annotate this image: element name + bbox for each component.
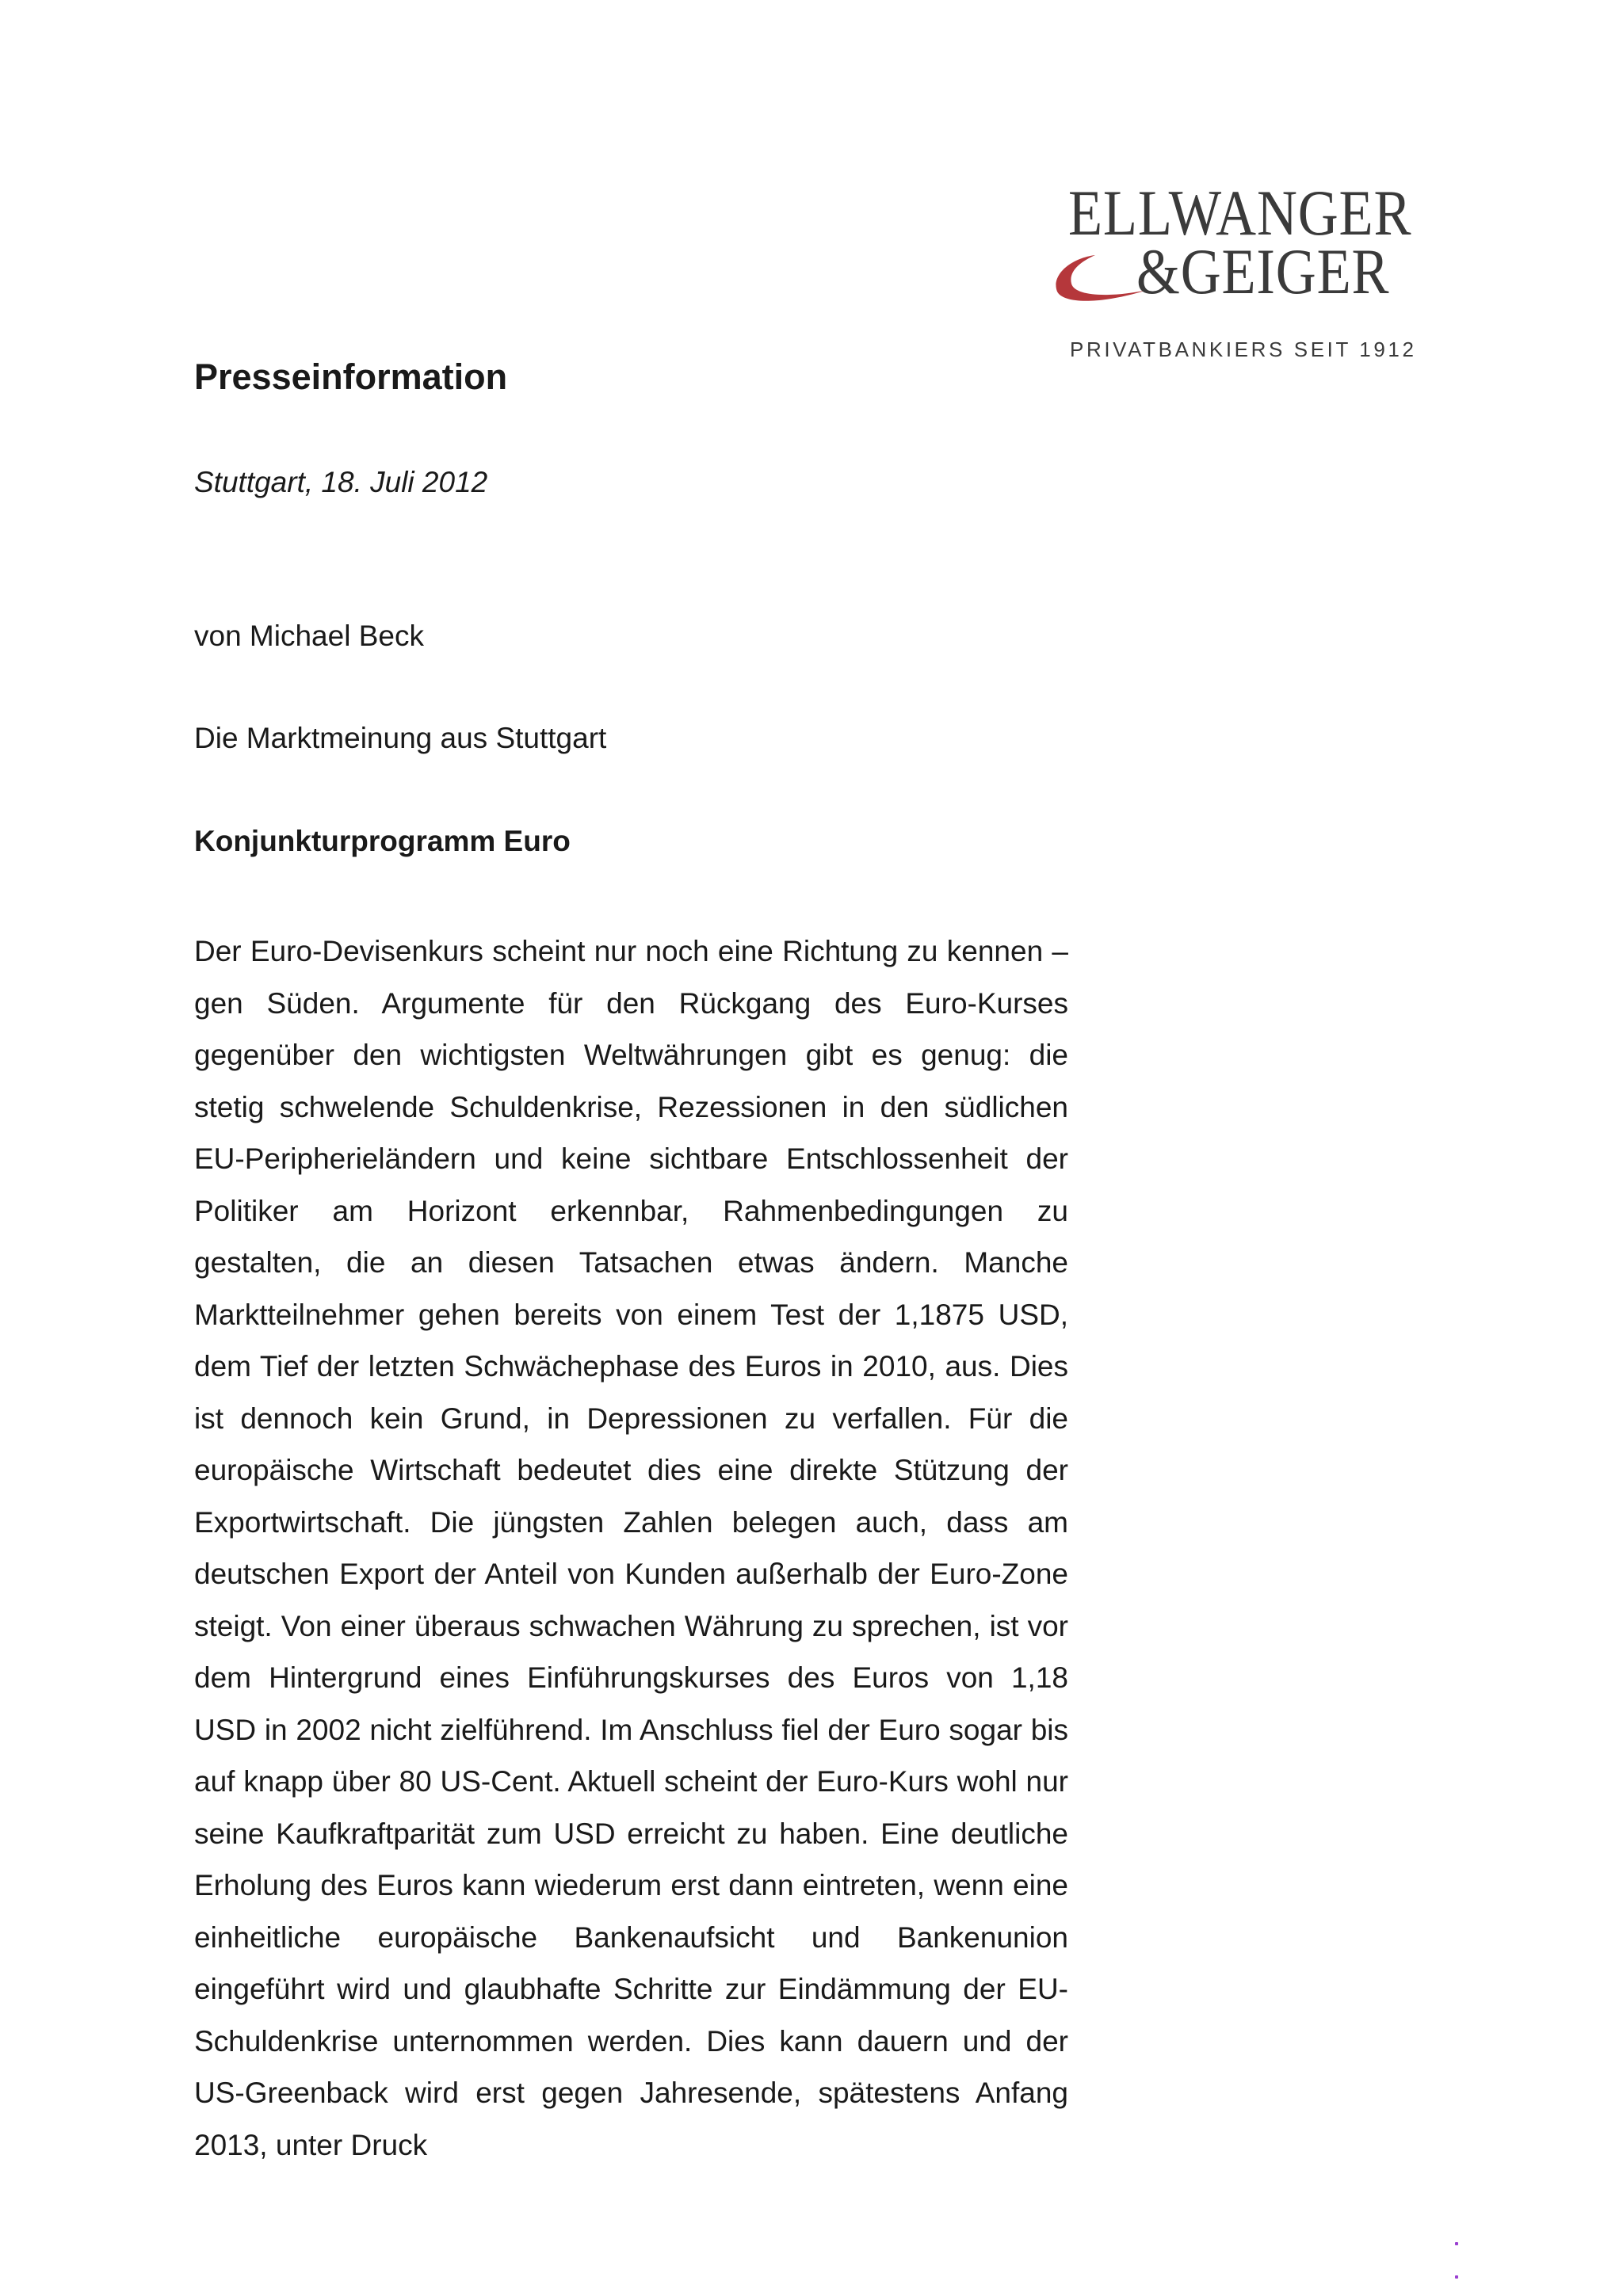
- logo-wordmark-line1: ELLWANGER: [1068, 177, 1412, 249]
- column-name: Die Marktmeinung aus Stuttgart: [194, 722, 607, 754]
- article-headline: Konjunkturprogramm Euro: [194, 825, 571, 857]
- margin-mark: [1455, 2242, 1458, 2245]
- document-title: Presseinformation: [194, 357, 508, 397]
- company-logo: [1038, 177, 1417, 364]
- logo-wordmark-line2: &GEIGER: [1136, 235, 1390, 307]
- logo-tagline: PRIVATBANKIERS SEIT 1912: [1070, 338, 1417, 361]
- margin-mark: [1455, 2275, 1458, 2279]
- article-body: Der Euro-Devisenkurs scheint nur noch eine Richtung zu kennen – gen Süden. Argumente für den Rückgang des Euro-Kurses gegenüber den wichtigsten Weltwährungen gibt es genug: die stetig schwelende Schuldenkrise, Rezessionen in den südlichen EU-Peripherieländern und keine sichtbare Entschlossenheit der Politiker am Horizont erkennbar, Rahmenbedingungen zu gestalten, die an diesen Tatsachen etwas ändern. Manche Marktteilnehmer gehen bereits von einem Test der 1,1875 USD, dem Tief der letzten Schwächephase des Euros in 2010, aus. Dies ist dennoch kein Grund, in Depressionen zu verfallen. Für die europäische Wirtschaft bedeutet dies eine direkte Stützung der Exportwirtschaft. Die jüngsten Zahlen belegen auch, dass am deutschen Export der Anteil von Kunden außerhalb der Euro-Zone steigt. Von einer überaus schwachen Währung zu sprechen, ist vor dem Hintergrund eines Einführungskurses des Euros von 1,18 USD in 2002 nicht zielführend. Im Anschluss fiel der Euro sogar bis auf knapp über 80 US-Cent. Aktuell scheint der Euro-Kurs wohl nur seine Kaufkraftparität zum USD erreicht zu haben. Eine deutliche Erholung des Euros kann wiederum erst dann eintreten, wenn eine einheitliche europäische Bankenaufsicht und Bankenunion eingeführt wird und glaubhafte Schritte zur Eindämmung der EU-Schuldenkrise unternommen werden. Dies kann dauern und der US-Greenback wird erst gegen Jahresende, spätestens Anfang 2013, unter Druck: [194, 935, 1068, 2161]
- margin-marks: [1455, 2234, 1460, 2282]
- dateline: Stuttgart, 18. Juli 2012: [194, 466, 488, 498]
- author-line: von Michael Beck: [194, 620, 424, 652]
